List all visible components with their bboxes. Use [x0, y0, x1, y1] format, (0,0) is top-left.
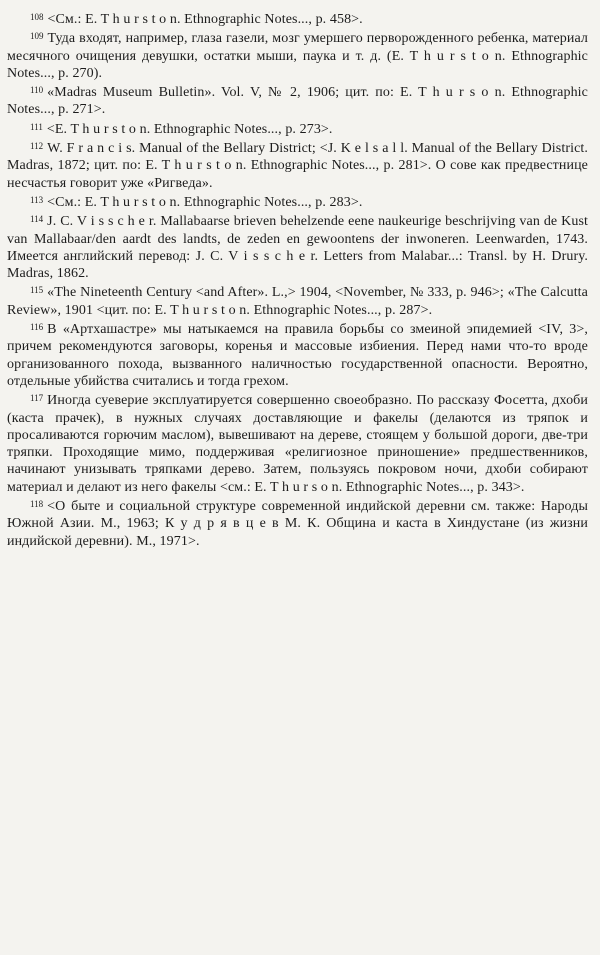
footnote-number: 110 [30, 85, 44, 96]
footnote-text: Туда входят, например, глаза газели, мозг умершего перворожденного ребенка, материал месячного очищения девушки, остатки мыши, паука и т. д. (E. T h u r s t o n. Ethnographic Notes..., p. 270). [7, 31, 588, 81]
footnote-text: J. C. V i s s c h e r. Mallabaarse brieven behelzende eene naukeurige beschrijving van de Kust van Mallabaar/den aardt des landts, de zeden en gewoontens der inwoneren. Leenwarden, 1743. Имеется английский перевод: J. C. V i s s c h e r. Letters from Malabar...: Transl. by H. Drury. Madras, 1862. [7, 214, 588, 282]
footnote-114 [7, 211, 588, 282]
footnote-text: <О быте и социальной структуре современной индийской деревни см. также: Народы Южной Азии. М., 1963; К у д р я в ц е в М. К. Община и каста в Хиндустане (из жизни индийской деревни). М., 1971>. [7, 499, 588, 549]
footnote-number: 114 [30, 214, 44, 225]
footnote-number: 108 [30, 12, 44, 22]
footnote-number: 111 [30, 121, 43, 132]
footnote-116 [7, 319, 588, 390]
footnote-113 [7, 192, 588, 211]
footnote-number: 109 [30, 31, 44, 42]
footnote-text: В «Артхашастре» мы натыкаемся на правила борьбы со змеиной эпидемией <IV, 3>, причем рекомендуются заговоры, коренья и массовые избиения. Перед нами что-то вроде организованного похода, вызванного наличностью государственной опасности. Вероятно, отдельные убийства считались и тогда грехом. [7, 322, 588, 389]
footnote-110 [7, 82, 588, 119]
footnote-text: W. F r a n c i s. Manual of the Bellary District; <J. K e l s a l l. Manual of the Bellary District. Madras, 1872; цит. по: E. T h u r s t o n. Ethnographic Notes..., p. 281>. О сове как предвестнице несчастья говорит уже «Ригведа». [7, 141, 588, 191]
footnote-text: «The Nineteenth Century <and After». L.,> 1904, <November, № 333, p. 946>; «The Calcutta Review», 1901 <цит. по: E. T h u r s t o n. Ethnographic Notes..., p. 287>. [7, 285, 588, 318]
footnote-109 [7, 28, 588, 82]
footnote-108 [7, 9, 588, 28]
footnote-text: <См.: E. T h u r s t o n. Ethnographic Notes..., p. 283>. [47, 194, 363, 210]
footnote-number: 115 [30, 285, 44, 296]
footnote-117 [7, 390, 588, 496]
footnote-text: Иногда суеверие эксплуатируется совершенно своеобразно. По рассказу Фосетта, дхоби (каста прачек), в нужных случаях доставляющие и факелы (делаются из тряпок и просаливаются горючим маслом), вывешивают на дереве, стоящем у большой дороги, две-три тряпки. Проходящие мимо, поддерживая «религиозное приношение» предшественников, начинают унизывать тряпками дерево. Затем, пользуясь покровом ночи, дхоби собирают материал и делают из него факелы <см.: E. T h u r s o n. Ethnographic Notes..., p. 343>. [7, 393, 588, 495]
footnote-text: <E. T h u r s t o n. Ethnographic Notes..., p. 273>. [46, 121, 333, 137]
footnote-115 [7, 282, 588, 319]
footnotes-page [7, 9, 588, 550]
footnote-number: 112 [30, 141, 44, 152]
footnote-number: 118 [30, 499, 44, 510]
footnote-text: <См.: E. T h u r s t o n. Ethnographic Notes..., p. 458>. [47, 12, 363, 27]
footnote-number: 116 [30, 322, 44, 333]
footnote-118 [7, 496, 588, 550]
footnote-111 [7, 119, 588, 138]
footnote-112 [7, 138, 588, 192]
footnote-number: 113 [30, 194, 44, 205]
footnote-number: 117 [30, 393, 44, 404]
footnote-text: «Madras Museum Bulletin». Vol. V, № 2, 1906; цит. по: E. T h u r s o n. Ethnographic Notes..., p. 271>. [7, 85, 588, 118]
